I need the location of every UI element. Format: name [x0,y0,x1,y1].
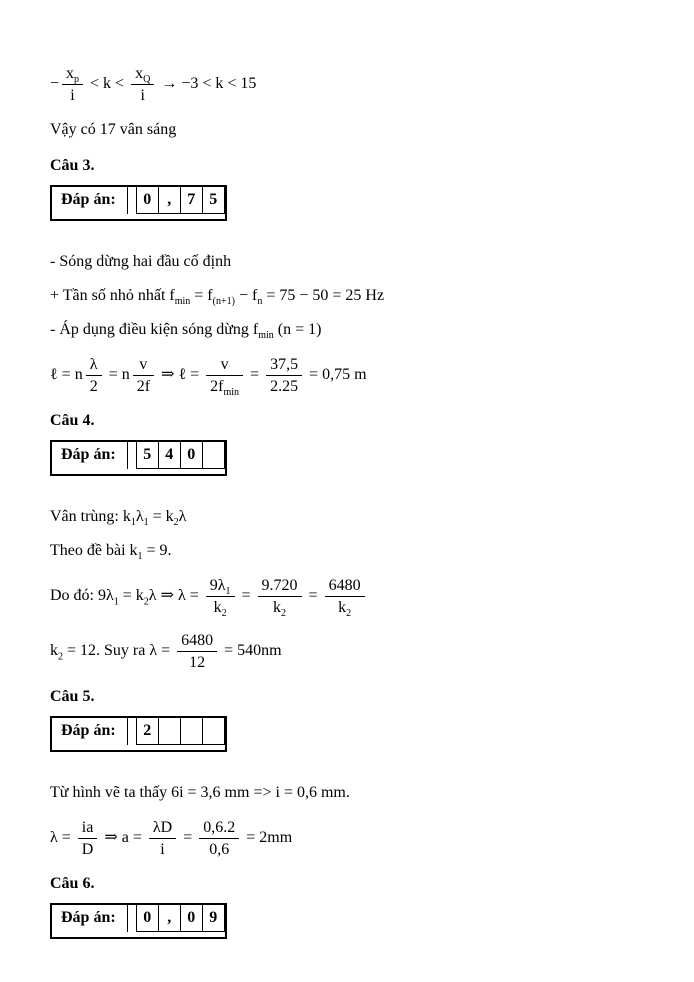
question-6-heading: Câu 6. [50,875,95,892]
answer-cell: 0 [136,187,159,214]
answer-row-q4 [50,440,654,476]
fringe-count-conclusion: Vậy có 17 vân sáng [50,121,177,138]
fringe-range-formula: − $\frac{x_p}{i}$ < k < $\frac{x_Q}{i}$ → −3 < k < 15 [50,65,257,104]
answer-cell [181,718,203,745]
coincide-fringe-formula: Vân trùng: $k_1\lambda_1 = k_2\lambda$ [50,508,187,529]
answer-cell: 2 [136,718,159,745]
slit-distance-formula: λ = $\frac{ia}{D}$ ⇒ a = $\frac{\lambda D}{i}$ = $\frac{0,6.2}{0,6}$ = 2mm [50,819,293,858]
answer-row-q3 [50,185,654,221]
answer-row-q5 [50,716,654,752]
fmin-formula: + Tần số nhỏ nhất $f_{min} = f_{(n+1)} - f_n = 75 - 50 = 25$ Hz [50,287,385,308]
answer-cell: , [159,905,181,932]
fraction: $\frac{6480}{k_2}$ [325,576,365,617]
answer-label: Đáp án: [52,905,128,932]
answer-cells [136,718,225,745]
answer-label: Đáp án: [52,442,128,469]
answer-cell [203,718,225,745]
answer-cell: , [159,187,181,214]
answer-label: Đáp án: [52,718,128,745]
length-formula: ℓ = n $\frac{\lambda}{2}$ = n $\frac{v}{2f}$ ⇒ ℓ = $\frac{v}{2f_{min}}$ = $\frac{37,5}{2.25}$ = 0,75 m [50,356,367,399]
standing-wave-note: - Sóng dừng hai đầu cố định [50,253,232,270]
standing-wave-condition: - Áp dụng điều kiện sóng dừng $f_{min}$ (n = 1) [50,321,322,342]
lambda-result-formula: $k_2 = 12$. Suy ra λ = $\frac{6480}{12}$ = 540nm [50,632,282,671]
answer-cell: 9 [203,905,225,932]
lambda-derivation-formula: Do đó: $9\lambda_1 = k_2\lambda$ ⇒ λ = $\frac{9\lambda_1}{k_2}$ = $\frac{9.720}{k_2}$ = $\frac{6480}{k_2}$ [50,576,654,617]
answer-table-q3 [50,185,227,221]
fraction: $\frac{v}{2f}$ [133,355,154,396]
answer-row-q6 [50,903,654,939]
fraction: $\frac{ia}{D}$ [78,818,98,859]
fraction: $\frac{6480}{12}$ [177,631,217,672]
fraction: $\frac{0,6.2}{0,6}$ [199,818,239,859]
answer-cell [159,718,181,745]
answer-cells [136,187,225,214]
answer-cell: 5 [136,442,159,469]
answer-cell: 0 [181,905,203,932]
question-4-heading: Câu 4. [50,412,95,429]
answer-table-q4 [50,440,227,476]
question-5-heading: Câu 5. [50,688,95,705]
answer-label: Đáp án: [52,187,128,214]
answer-cells [136,905,225,932]
question-3-heading: Câu 3. [50,157,95,174]
answer-cells [136,442,225,469]
fraction: $\frac{\lambda D}{i}$ [149,818,176,859]
answer-cell: 0 [136,905,159,932]
given-k1-line: Theo đề bài $k_1 = 9$. [50,542,172,563]
answer-cell: 7 [181,187,203,214]
answer-cell [203,442,225,469]
fraction: $\frac{9\lambda_1}{k_2}$ [206,576,235,617]
fraction: $\frac{v}{2f_{min}}$ [206,355,243,396]
answer-table-q5 [50,716,227,752]
fraction: $\frac{\lambda}{2}$ [86,355,102,396]
fraction: $\frac{x_Q}{i}$ [131,64,154,105]
fraction: $\frac{9.720}{k_2}$ [258,576,302,617]
fraction: $\frac{x_p}{i}$ [62,64,83,105]
figure-observation-line: Từ hình vẽ ta thấy 6i = 3,6 mm => i = 0,6 mm. [50,784,350,801]
answer-cell: 4 [159,442,181,469]
answer-table-q6 [50,903,227,939]
answer-cell: 0 [181,442,203,469]
fraction: $\frac{37,5}{2.25}$ [266,355,302,396]
answer-cell: 5 [203,187,225,214]
